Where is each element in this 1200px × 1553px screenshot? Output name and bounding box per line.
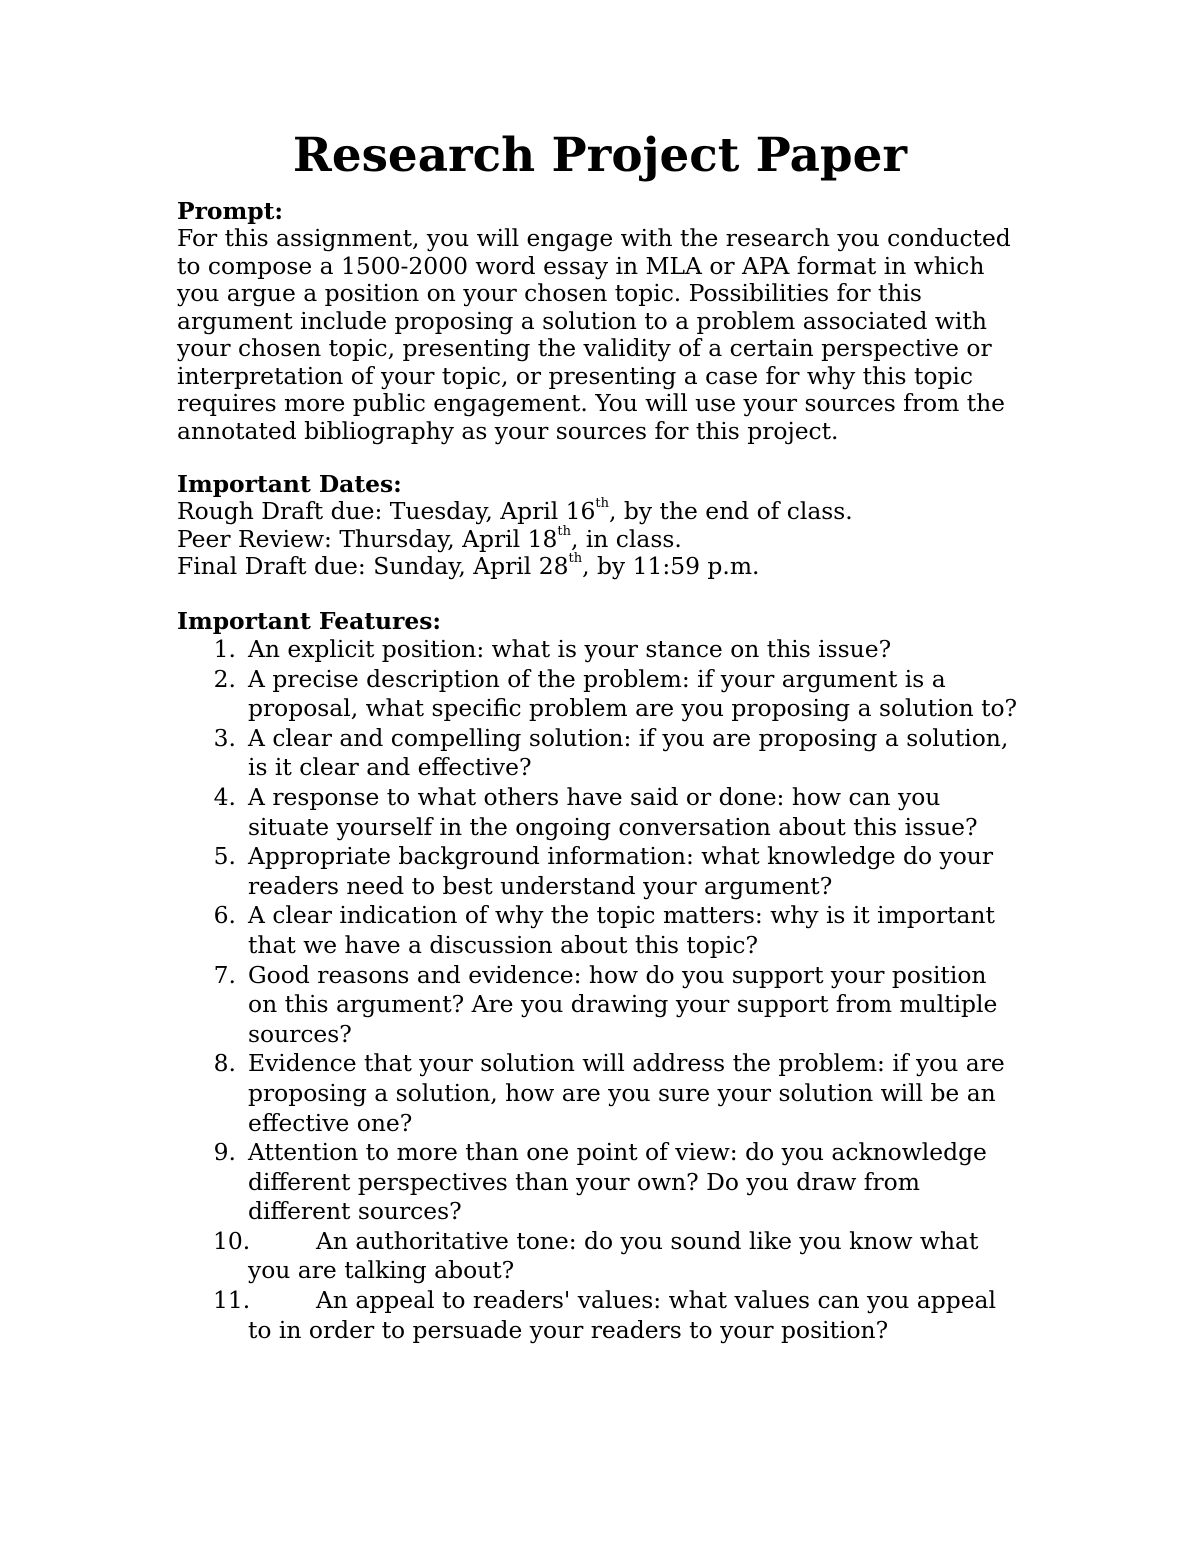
feature-number: 11. <box>213 1286 251 1315</box>
feature-item: 4. A response to what others have said or done: how can you situate yourself in the ongoing conversation about this issue? <box>177 783 1037 842</box>
prompt-line: For this assignment, you will engage with the research you conducted <box>177 224 1011 252</box>
date-peer-review: Peer Review: Thursday, April 18th, in class. <box>177 523 682 553</box>
feature-item: 1. An explicit position: what is your stance on this issue? <box>177 635 1037 665</box>
features-section <box>177 607 1037 1345</box>
dates-section <box>177 470 1037 581</box>
features-heading: Important Features: <box>177 607 442 635</box>
feature-item: 5. Appropriate background information: what knowledge do your readers need to best understand your argument? <box>177 842 1037 901</box>
feature-number: 2. <box>213 664 236 693</box>
prompt-heading: Prompt: <box>177 197 284 225</box>
feature-number: 9. <box>213 1138 236 1167</box>
prompt-line: annotated bibliography as your sources for this project. <box>177 416 839 445</box>
prompt-line: your chosen topic, presenting the validity of a certain perspective or <box>177 334 992 362</box>
feature-number: 10. <box>213 1226 251 1255</box>
date-rough-draft: Rough Draft due: Tuesday, April 16th, by the end of class. <box>177 496 853 525</box>
feature-item: 2. A precise description of the problem: if your argument is a proposal, what specific problem are you proposing a solution to? <box>177 665 1037 724</box>
feature-item: 10. An authoritative tone: do you sound like you know what you are talking about? <box>213 1226 979 1285</box>
feature-item: 9. Attention to more than one point of view: do you acknowledge different perspectives than your own? Do you draw from different sources? <box>177 1138 1037 1227</box>
prompt-line: argument include proposing a solution to a problem associated with <box>177 306 987 335</box>
feature-item: 11. An appeal to readers' values: what values can you appeal to in order to persuade your readers to your position? <box>213 1286 996 1344</box>
prompt-line: you argue a position on your chosen topic. Possibilities for this <box>177 279 922 307</box>
prompt-line: to compose a 1500-2000 word essay in MLA or APA format in which <box>177 251 985 280</box>
prompt-paragraph <box>177 225 1037 445</box>
document-title: Research Project Paper <box>292 128 908 183</box>
prompt-line: interpretation of your topic, or presenting a case for why this topic <box>177 361 974 390</box>
feature-number: 3. <box>213 723 236 752</box>
features-list <box>177 635 1037 1345</box>
date-final-draft: Final Draft due: Sunday, April 28th, by 11:59 p.m. <box>177 551 760 580</box>
dates-heading: Important Dates: <box>177 470 402 498</box>
feature-number: 1. <box>213 635 236 663</box>
feature-number: 8. <box>213 1049 236 1078</box>
prompt-section <box>177 197 1037 445</box>
feature-number: 7. <box>213 960 236 989</box>
feature-item: 7. Good reasons and evidence: how do you support your position on this argument? Are you drawing your support from multiple sources? <box>177 961 1037 1050</box>
prompt-line: requires more public engagement. You will use your sources from the <box>177 389 1006 417</box>
feature-item: 3. A clear and compelling solution: if you are proposing a solution, is it clear and effective? <box>177 724 1037 783</box>
feature-number: 6. <box>213 901 236 930</box>
feature-number: 4. <box>213 782 236 811</box>
feature-item: 8. Evidence that your solution will address the problem: if you are proposing a solution, how are you sure your solution will be an effective one? <box>177 1049 1037 1138</box>
feature-number: 5. <box>213 842 236 871</box>
feature-item: 6. A clear indication of why the topic matters: why is it important that we have a discussion about this topic? <box>177 901 1037 960</box>
